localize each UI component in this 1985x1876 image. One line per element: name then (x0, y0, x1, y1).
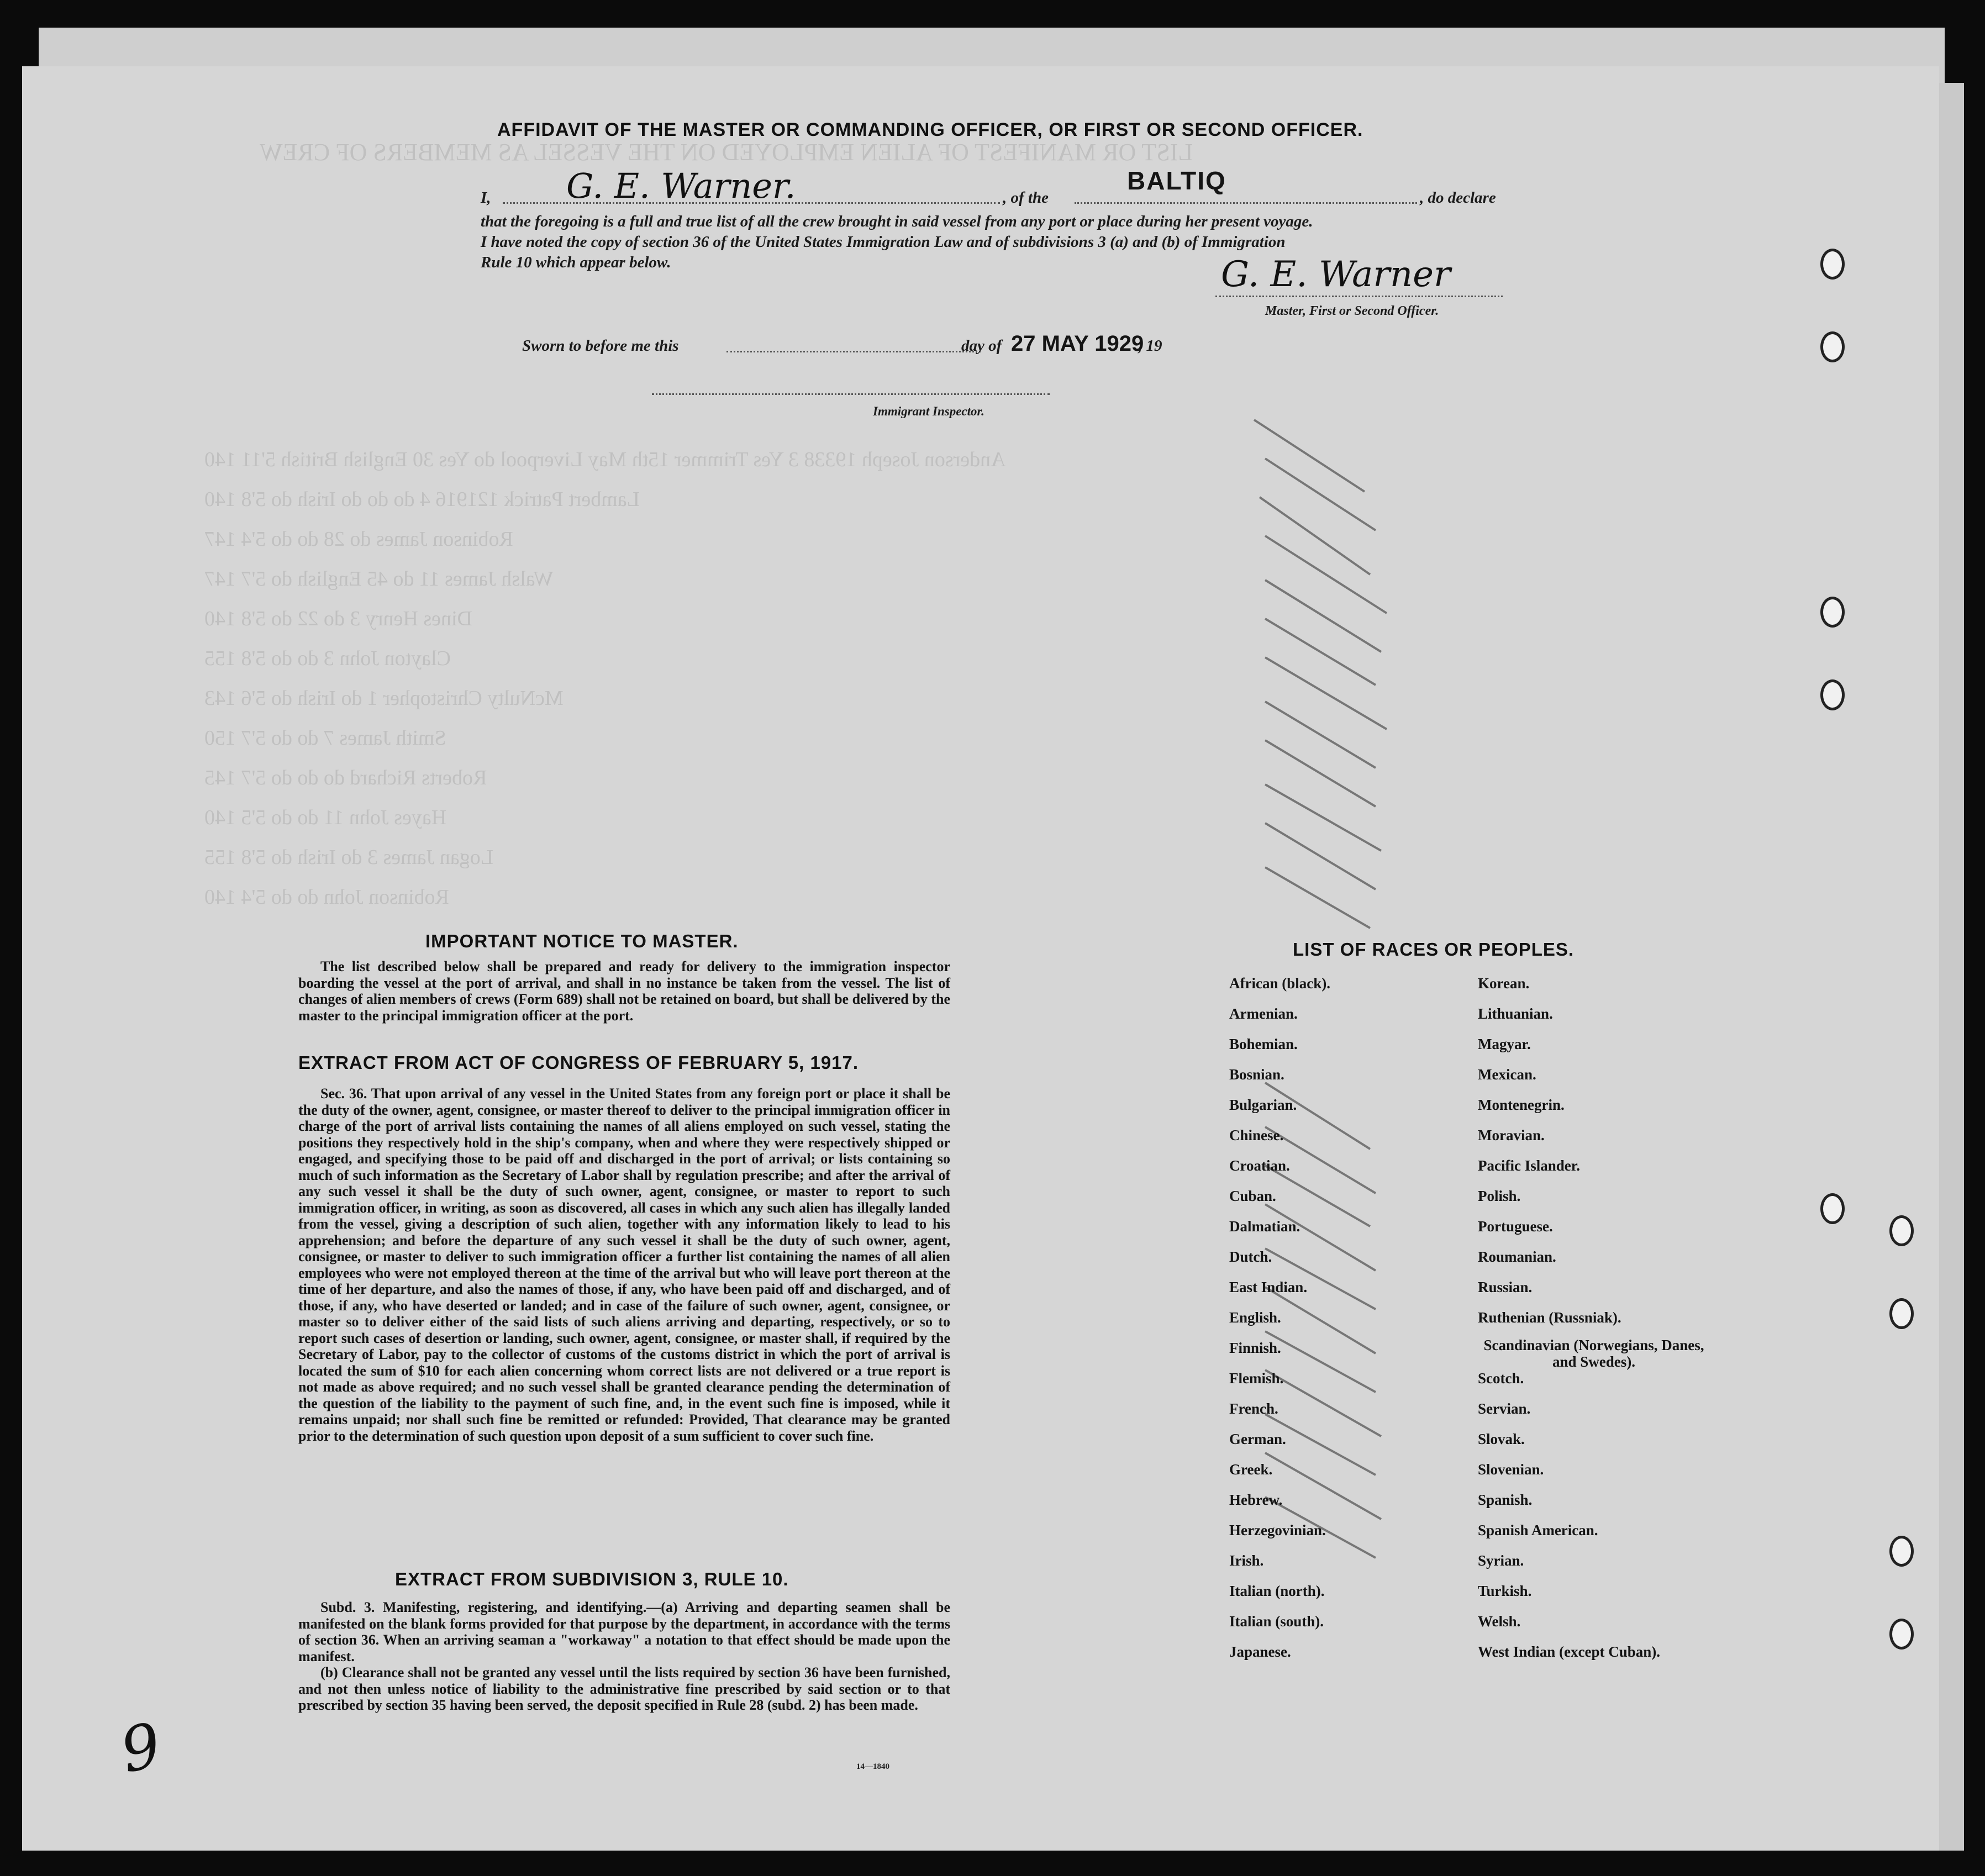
ghost-row: Smith James 7 do do 5'7 150 (204, 726, 446, 750)
race-left-item: Irish. (1229, 1552, 1264, 1569)
margin-number-9: 9 (114, 1709, 167, 1787)
ghost-row: Walsh James 11 do 45 English do 5'7 147 (204, 567, 554, 591)
race-left-item: Dutch. (1229, 1248, 1272, 1265)
notice-body (298, 958, 950, 1024)
race-right-item: Spanish. (1478, 1492, 1533, 1508)
ghost-row: Robinson John do do 5'4 140 (204, 886, 449, 909)
ghost-row: Clayton John 3 do do 5'8 155 (204, 647, 451, 670)
sworn-text: Sworn to before me this (522, 337, 679, 355)
race-left-item: Bosnian. (1229, 1066, 1284, 1083)
inspector-caption: Immigrant Inspector. (873, 404, 984, 418)
race-right-item: Korean. (1478, 975, 1530, 992)
race-right-item: Scotch. (1478, 1370, 1524, 1387)
declaration-of: , of the (1003, 189, 1049, 207)
inspector-signature-line (652, 393, 1050, 395)
race-left-item: Herzegovinian. (1229, 1522, 1326, 1538)
race-left-item: African (black). (1229, 975, 1330, 992)
year-prefix: , 19 (1138, 337, 1162, 355)
race-left-item: Bohemian. (1229, 1036, 1298, 1052)
punch-hole (1889, 1215, 1914, 1246)
declaration-i: I, (481, 189, 491, 207)
race-right-item: Montenegrin. (1478, 1097, 1565, 1113)
race-left-item: German. (1229, 1431, 1286, 1447)
ghost-row: Dines Henry 3 do 22 do 5'8 140 (204, 607, 472, 630)
race-right-item: Syrian. (1478, 1552, 1524, 1569)
ghost-row: Robinson James do 28 do do 5'4 147 (204, 528, 513, 551)
race-left-item: Flemish. (1229, 1370, 1284, 1387)
ghost-heading: LIST OR MANIFEST OF ALIEN EMPLOYED ON THE VESSEL AS MEMBERS OF CREW (260, 139, 1193, 166)
race-right-item: Russian. (1478, 1279, 1533, 1295)
race-left-item: French. (1229, 1400, 1278, 1417)
race-left-item: Chinese. (1229, 1127, 1284, 1143)
race-left-item: Bulgarian. (1229, 1097, 1297, 1113)
ghost-row: Roberts Richard do do do 5'7 145 (204, 766, 487, 789)
day-of-text: day of (961, 337, 1002, 355)
punch-hole (1820, 1193, 1845, 1224)
race-left-item: Italian (north). (1229, 1583, 1325, 1599)
act-extract-title: EXTRACT FROM ACT OF CONGRESS OF FEBRUARY 5, 1917. (298, 1052, 859, 1073)
declaration-line-3: I have noted the copy of section 36 of the United States Immigration Law and of subdivisions 3 (a) and (b) of Immigration (481, 233, 1286, 251)
race-right-item: Roumanian. (1478, 1248, 1556, 1265)
ghost-row: Hayes John 11 do do 5'5 140 (204, 806, 447, 829)
punch-hole (1889, 1536, 1914, 1567)
section-36-paragraph: Sec. 36. That upon arrival of any vessel in the United States from any foreign port or place it shall be the duty of the owner, agent, consignee, or master thereof to deliver to the principal immigration officer in charge of the port of arrival lists containing the names of all aliens employed on such vessel, stating the positions they respectively hold in the ship's company, when and where they were respectively shipped or engaged, and specifying those to be paid off and discharged in the port of arrival; or lists containing so much of such information as the Secretary of Labor shall by regulation prescribe; and after the arrival of any such vessel it shall be the duty of such owner, agent, consignee, or master to report to such immigration officer, in writing, as soon as discovered, all cases in which any such alien has illegally landed from the vessel, giving a description of such alien, together with any information likely to lead to his apprehension; and before the departure of any such vessel it shall be the duty of such owner, agent, consignee, or master to deliver to such immigration officer a further list containing the names of all alien employees who were not employed thereon at the time of the arrival but who will leave port thereon at the time of her departure, and also the names of those, if any, who have been paid off and discharged, and of those, if any, who have deserted or landed; and in case of the failure of such owner, agent, consignee, or master so to deliver either of the said lists of such aliens arriving and departing, respectively, or so to report such cases of desertion or landing, such owner, agent, consignee, or master shall, if required by the Secretary of Labor, pay to the collector of customs of the customs district in which the port of arrival is located the sum of $10 for each alien concerning whom correct lists are not delivered or a true report is not made as above required; and no such vessel shall be granted clearance pending the determination of the question of the liability to the payment of such fine, and, in the event such fine is imposed, while it remains unpaid; nor shall such fine be remitted or refunded: Provided, That clearance may be granted prior to the determination of such question upon deposit of a sum sufficient to cover such fine. (298, 1085, 950, 1444)
race-right-item: Pacific Islander. (1478, 1157, 1580, 1174)
notice-paragraph: The list described below shall be prepared and ready for delivery to the immigration inspector boarding the vessel at the port of arrival, and shall in no instance be taken from the vessel. The list of changes of alien members of crews (Form 689) shall not be retained on board, but shall be delivered by the master to the principal immigration officer at the port. (298, 958, 950, 1024)
punch-hole (1820, 331, 1845, 362)
punch-hole (1820, 597, 1845, 628)
races-title: LIST OF RACES OR PEOPLES. (1293, 939, 1575, 960)
manifest-sheet (22, 66, 1939, 1851)
rule-extract-body (298, 1599, 950, 1714)
rule-extract-title: EXTRACT FROM SUBDIVISION 3, RULE 10. (395, 1569, 789, 1589)
race-right-item: Mexican. (1478, 1066, 1536, 1083)
race-right-item: Slovak. (1478, 1431, 1525, 1447)
signature-caption: Master, First or Second Officer. (1265, 304, 1439, 318)
subdivision-a-paragraph: Subd. 3. Manifesting, registering, and identifying.—(a) Arriving and departing seamen shall be manifested on the blank forms provided for that purpose by the department, in accordance with the terms of section 36. When an arriving seaman a "workaway" a notation to that effect should be made upon the manifest. (298, 1599, 950, 1664)
signature-line (1215, 296, 1503, 297)
date-stamp: 27 MAY 1929 (1011, 331, 1144, 356)
race-right-item: West Indian (except Cuban). (1478, 1643, 1661, 1660)
sworn-day-blank (726, 351, 981, 352)
race-right-item: Polish. (1478, 1188, 1521, 1204)
race-right-item: Moravian. (1478, 1127, 1545, 1143)
race-right-item: Servian. (1478, 1400, 1531, 1417)
declaration-line-4: Rule 10 which appear below. (481, 254, 671, 271)
ghost-row: Lambert Patrick 121916 4 do do do Irish do 5'8 140 (204, 488, 640, 511)
officer-name-handwritten: G. E. Warner. (566, 166, 796, 206)
race-left-item: Hebrew. (1229, 1492, 1283, 1508)
vessel-blank (1075, 202, 1417, 204)
punch-hole (1889, 1619, 1914, 1650)
race-left-item: Dalmatian. (1229, 1218, 1300, 1235)
declaration-line-2: that the foregoing is a full and true list of all the crew brought in said vessel from any port or place during her present voyage. (481, 213, 1313, 230)
vessel-name-stamp: BALTIQ (1127, 166, 1226, 195)
race-left-item: Finnish. (1229, 1340, 1281, 1356)
subdivision-b-paragraph: (b) Clearance shall not be granted any vessel until the lists required by section 36 have been furnished, and not then unless notice of liability to the administrative fine prescribed by said section or to that prescribed by section 35 having been served, the deposit specified in Rule 28 (subd. 2) has been made. (298, 1664, 950, 1713)
master-signature: G. E. Warner (1221, 254, 1451, 295)
races-list (1229, 975, 1726, 1759)
race-right-item: Spanish American. (1478, 1522, 1598, 1538)
race-right-item: Lithuanian. (1478, 1005, 1553, 1022)
act-extract-body (298, 1085, 950, 1444)
race-left-item: English. (1229, 1309, 1281, 1326)
race-left-item: Italian (south). (1229, 1613, 1324, 1630)
race-right-item: Ruthenian (Russniak). (1478, 1309, 1621, 1326)
punch-hole (1820, 679, 1845, 710)
declaration-suffix: , do declare (1420, 189, 1496, 207)
affidavit-title: AFFIDAVIT OF THE MASTER OR COMMANDING OFFICER, OR FIRST OR SECOND OFFICER. (497, 119, 1363, 140)
race-right-item: Scandinavian (Norwegians, Danes, and Swedes). (1483, 1337, 1704, 1370)
race-right-item: Portuguese. (1478, 1218, 1553, 1235)
race-right-item: Slovenian. (1478, 1461, 1544, 1478)
notice-title: IMPORTANT NOTICE TO MASTER. (425, 931, 739, 951)
race-left-item: Cuban. (1229, 1188, 1276, 1204)
race-right-item: Welsh. (1478, 1613, 1521, 1630)
punch-hole (1820, 249, 1845, 280)
ghost-row: McNulty Christopher 1 do Irish do 5'6 143 (204, 687, 564, 710)
race-left-item: Croatian. (1229, 1157, 1290, 1174)
race-right-item: Magyar. (1478, 1036, 1531, 1052)
race-left-item: Armenian. (1229, 1005, 1298, 1022)
race-right-item: Turkish. (1478, 1583, 1532, 1599)
race-left-item: East Indian. (1229, 1279, 1308, 1295)
ghost-row: Anderson Joseph 19338 3 Yes Trimmer 15th May Liverpool do Yes 30 English British 5'11 140 (204, 448, 1006, 471)
form-number: 14—1840 (856, 1762, 889, 1771)
ghost-row: Logan James 3 do Irish do 5'8 155 (204, 846, 493, 869)
race-left-item: Japanese. (1229, 1643, 1291, 1660)
punch-hole (1889, 1298, 1914, 1329)
race-left-item: Greek. (1229, 1461, 1273, 1478)
